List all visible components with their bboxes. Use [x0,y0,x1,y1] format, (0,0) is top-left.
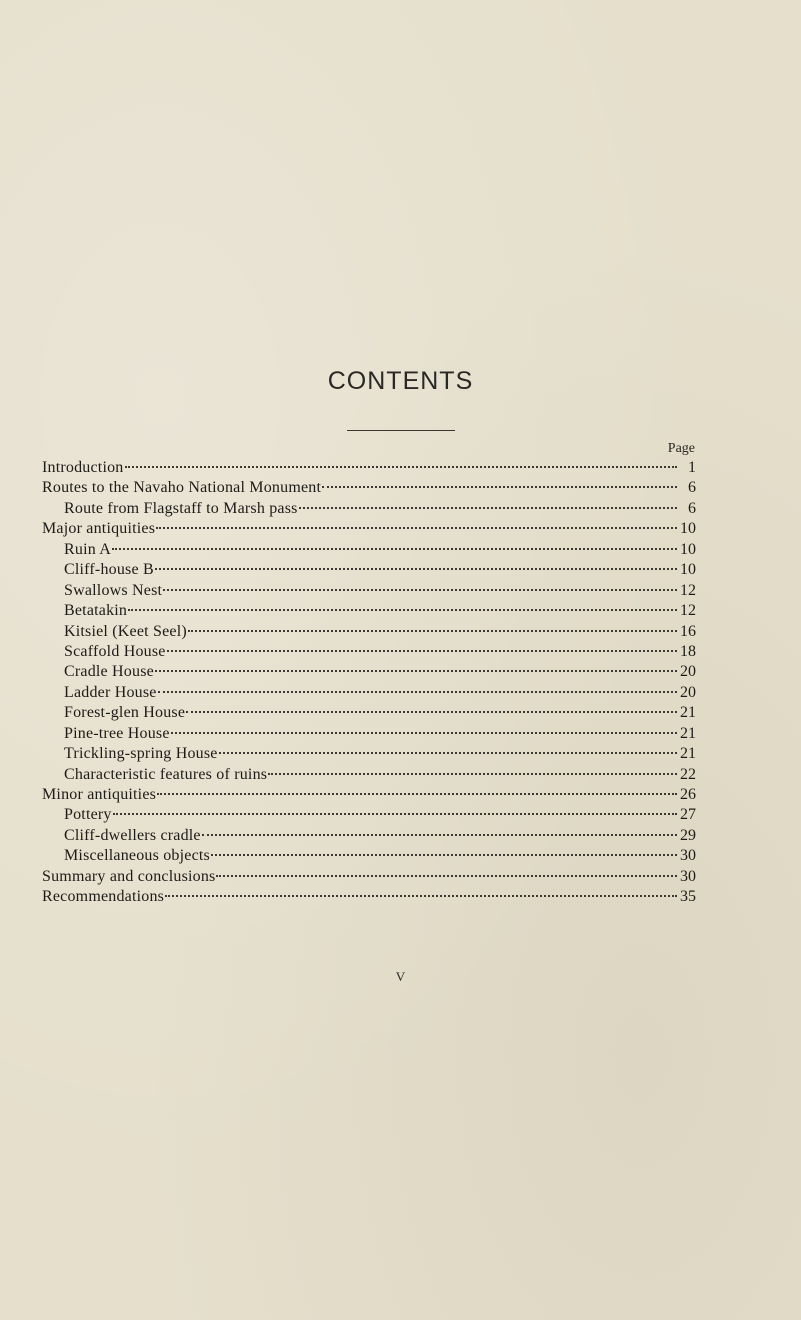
toc-entry [42,519,696,539]
dot-leader [219,752,677,754]
page-column-label: Page [667,441,695,456]
toc-entry-page-number: 1 [688,459,696,476]
dot-leader [158,691,677,693]
toc-entry-page-number: 29 [680,826,696,844]
toc-entry-page-number: 22 [680,765,696,783]
toc-entry [42,601,696,621]
toc-entry-page-number: 21 [680,724,696,742]
toc-entry-label: Pottery [64,806,112,824]
toc-entry-page-number: 10 [680,520,696,538]
toc-entry-label: Pine-tree House [64,724,170,742]
toc-entry-label: Forest-glen House [64,704,186,722]
toc-entry [42,785,696,805]
toc-entry [42,887,696,907]
toc-entry-label: Routes to the Navaho National Monument [42,479,322,497]
dot-leader [156,527,677,529]
toc-entry [42,826,696,846]
toc-entry [42,724,696,744]
toc-entry-page-number: 6 [688,479,696,497]
toc-entry-label: Ladder House [64,683,157,701]
dot-leader [216,875,677,877]
toc-entry-label: Cliff-dwellers cradle [64,826,201,844]
dot-leader [113,813,677,815]
toc-entry-page-number: 12 [680,581,696,599]
toc-entry [42,765,696,785]
title-rule [347,430,455,431]
dot-leader [125,466,678,468]
dot-leader [188,630,677,632]
toc-entry-page-number: 16 [680,622,696,640]
toc-entry-label: Summary and conclusions [42,867,216,885]
toc-entry-page-number: 18 [680,642,696,660]
dot-leader [165,895,677,897]
dot-leader [128,609,677,611]
toc-entry [42,581,696,601]
toc-entry [42,622,696,642]
toc-entry [42,805,696,825]
toc-entry-page-number: 21 [680,745,696,763]
dot-leader [112,548,677,550]
toc-entry-label: Kitsiel (Keet Seel) [64,622,187,640]
toc-entry-page-number: 27 [680,806,696,824]
toc-entry-page-number: 6 [688,499,696,517]
toc-entry [42,744,696,764]
page-folio: V [395,969,406,984]
toc-entry [42,458,696,478]
toc-entry [42,703,696,723]
toc-entry [42,478,696,498]
toc-entry-label: Introduction [42,459,124,476]
dot-leader [155,568,677,570]
toc-entry [42,683,696,703]
dot-leader [211,854,677,856]
toc-entry-label: Cradle House [64,663,154,681]
table-of-contents [42,458,696,908]
dot-leader [155,670,677,672]
toc-entry-page-number: 26 [680,786,696,803]
toc-entry-label: Swallows Nest [64,581,163,599]
dot-leader [171,732,677,734]
dot-leader [322,486,677,488]
toc-entry [42,499,696,519]
dot-leader [202,834,677,836]
dot-leader [167,650,677,652]
toc-entry-label: Minor antiquities [42,786,157,803]
toc-entry [42,846,696,866]
toc-entry-label: Betatakin [64,602,128,620]
toc-entry [42,540,696,560]
toc-entry-label: Miscellaneous objects [64,847,210,865]
toc-entry-label: Route from Flagstaff to Marsh pass [64,499,298,517]
toc-entry-label: Recommendations [42,888,165,906]
toc-entry-page-number: 20 [680,663,696,681]
page-title: CONTENTS [327,367,474,395]
dot-leader [163,589,677,591]
toc-entry-page-number: 12 [680,602,696,620]
toc-entry-page-number: 21 [680,704,696,722]
toc-entry-label: Scaffold House [64,642,166,660]
toc-entry-page-number: 30 [680,847,696,865]
toc-entry-label: Major antiquities [42,520,156,538]
toc-entry [42,662,696,682]
toc-entry-page-number: 35 [680,888,696,906]
toc-entry-label: Cliff-house B [64,561,154,579]
toc-entry [42,642,696,662]
dot-leader [299,507,677,509]
dot-leader [268,773,677,775]
toc-entry-label: Characteristic features of ruins [64,765,268,783]
dot-leader [157,793,677,795]
toc-entry-page-number: 20 [680,683,696,701]
toc-entry-page-number: 30 [680,867,696,885]
dot-leader [186,711,677,713]
toc-entry-label: Ruin A [64,540,111,558]
toc-entry [42,867,696,887]
toc-entry [42,560,696,580]
toc-entry-label: Trickling-spring House [64,745,218,763]
toc-entry-page-number: 10 [680,561,696,579]
toc-entry-page-number: 10 [680,540,696,558]
